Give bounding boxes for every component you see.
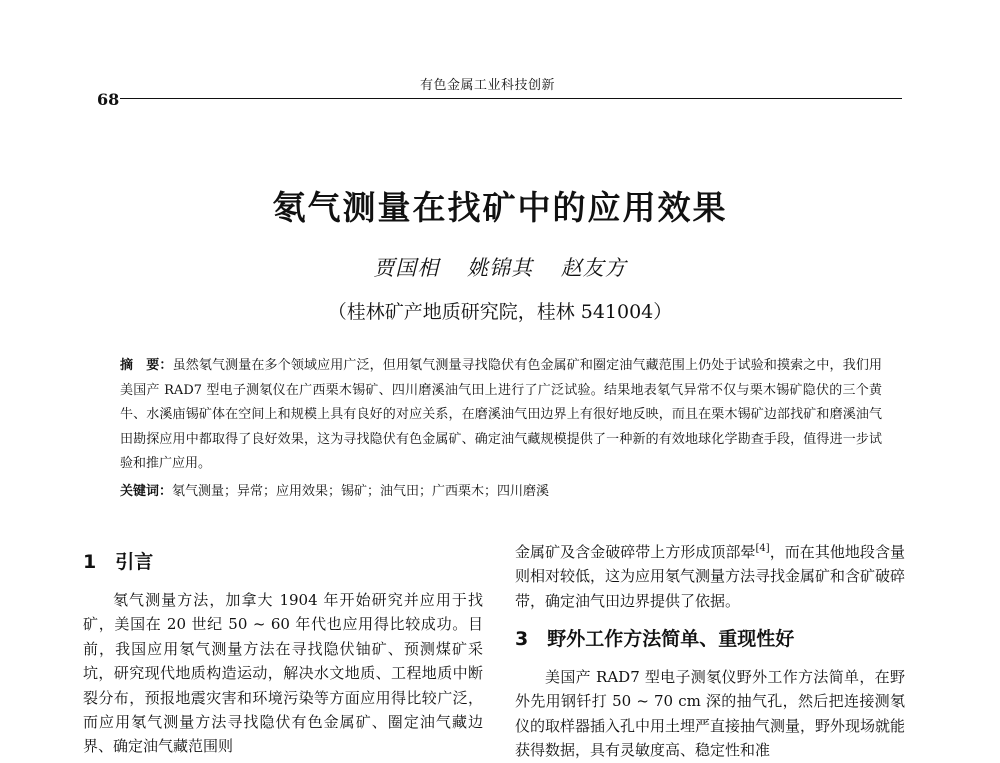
section-heading-field-method: 3 野外工作方法简单、重现性好 (515, 628, 795, 650)
author: 赵友方 (560, 256, 627, 280)
section3-body (515, 665, 905, 763)
continued-paragraph: 金属矿及含金破碎带上方形成顶部晕[4]，而在其他地段含量则相对较低，这为应用氡气测量方法寻找金属矿和含矿破碎带，确定油气田边界提供了依据。 (515, 543, 906, 610)
section3-paragraph: 美国产 RAD7 型电子测氡仪野外工作方法简单，在野外先用钢钎打 50 ~ 70 cm 深的抽气孔，然后把连接测氡仪的取样器插入孔中用土埋严直接抽气测量，野外现场就能获得数据，具有灵敏度高、稳定性和准 (515, 668, 906, 760)
section1-paragraph: 氡气测量方法，加拿大 1904 年开始研究并应用于找矿，美国在 20 世纪 50 ~ 60 年代也应用得比较成功。目前，我国应用氡气测量方法在寻找隐伏铀矿、预测煤矿采坑，研究现代地质构造运动，解决水文地质、工程地质中断裂分布，预报地震灾害和环境污染等方面应用得比较广泛，而应用氡气测量方法寻找隐伏有色金属矿、圈定油气藏边界、确定油气藏范围则 (83, 591, 483, 756)
left-column (83, 588, 483, 759)
keywords-label: 关键词： (120, 484, 173, 499)
keywords-text: 氡气测量；异常；应用效果；锡矿；油气田；广西栗木；四川磨溪 (172, 484, 550, 499)
abstract-text: 虽然氡气测量在多个领域应用广泛，但用氡气测量寻找隐伏有色金属矿和圈定油气藏范围上仍处于试验和摸索之中，我们用美国产 RAD7 型电子测氡仪在广西栗木锡矿、四川磨溪油气田上进行了广泛试验。结果地表氡气异常不仅与栗木锡矿隐伏的三个黄牛、水溪庙锡矿体在空间上和规模上具有良好的对应关系，在磨溪油气田边界上有很好地反映，而且在栗木锡矿边部找矿和磨溪油气田勘探应用中都取得了良好效果，这为寻找隐伏有色金属矿、确定油气藏规模提供了一种新的有效地球化学勘查手段，值得进一步试验和推广应用。 (120, 358, 882, 471)
section-heading-introduction: 1 引言 (83, 551, 154, 573)
page-number: 68 (97, 90, 120, 109)
keywords (120, 480, 882, 504)
author: 姚锦其 (467, 256, 533, 280)
author: 贾国相 (373, 256, 440, 280)
author-list (0, 252, 1000, 282)
abstract-label: 摘 要： (120, 358, 173, 373)
affiliation: （桂林矿产地质研究院，桂林 541004） (327, 301, 673, 323)
journal-running-title: 有色金属工业科技创新 (420, 78, 556, 93)
right-column (515, 537, 905, 613)
header-rule (120, 98, 902, 99)
paper-title: 氡气测量在找矿中的应用效果 (272, 188, 728, 227)
abstract (120, 354, 882, 477)
citation: [4] (755, 543, 770, 554)
